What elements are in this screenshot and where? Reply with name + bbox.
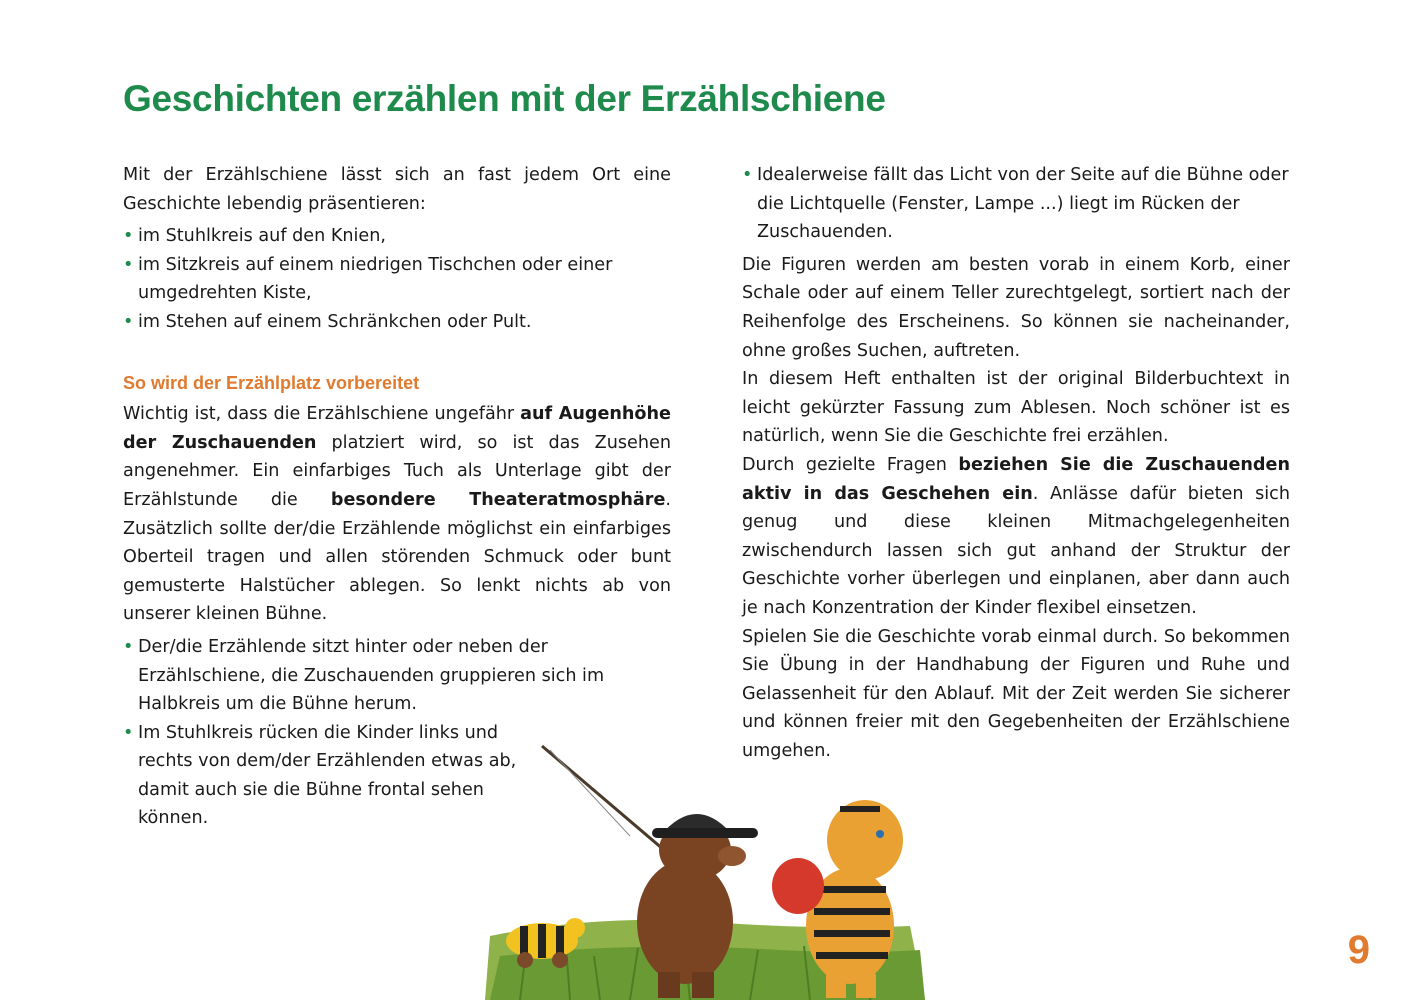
bullet-icon: • <box>123 311 134 332</box>
page-number: 9 <box>1347 928 1370 972</box>
bullet-icon: • <box>123 254 134 275</box>
right-column <box>742 161 1290 765</box>
page-title: Geschichten erzählen mit der Erzählschiene <box>123 78 886 119</box>
bullet-icon: • <box>123 636 134 657</box>
bullet-icon: • <box>123 722 134 743</box>
list-item: • im Sitzkreis auf einem niedrigen Tischchen oder einer umgedrehten Kiste, <box>123 251 671 308</box>
intro-paragraph: Mit der Erzählschiene lässt sich an fast jedem Ort eine Geschichte lebendig präsentieren: <box>123 165 671 214</box>
emphasis: auf Augenhöhe der Zuschauenden <box>123 404 671 453</box>
section-subheading: So wird der Erzählplatz vorbereitet <box>123 372 420 393</box>
bullet-icon: • <box>742 165 753 185</box>
list-item: • im Stehen auf einem Schränkchen oder Pult. <box>123 308 671 337</box>
practice-paragraph: Spielen Sie die Geschichte vorab einmal durch. So bekommen Sie Übung in der Handhabung der Figuren und Ruhe und Gelassenheit für den Ablauf. Mit der Zeit werden Sie sicherer und können freier mit den Gegebenheiten der Erzählschiene umgehen. <box>742 626 1290 761</box>
bullet-icon: • <box>123 226 134 247</box>
preparation-paragraph: Wichtig ist, dass die Erzählschiene ungefähr auf Augenhöhe der Zuschauenden platziert wird, so ist das Zusehen angenehmer. Ein einfarbiges Tuch als Unterlage gibt der Erzählstunde die besondere Theateratmosphäre. Zusätzlich sollte der/die Erzählende möglichst ein einfarbiges Oberteil tragen und allen störenden Schmuck oder bunt gemusterte Halstücher ablegen. So lenkt nichts ab von unserer kleinen Bühne. <box>123 404 671 625</box>
questions-paragraph: Durch gezielte Fragen beziehen Sie die Zuschauenden aktiv in das Geschehen ein. Anlässe dafür bieten sich genug und diese kleinen Mitmachgelegenheiten zwischendurch lassen sich gut anhand der Struktur der Geschichte vorher überlegen und einplanen, aber dann auch je nach Konzentration der Kinder flexibel einsetzen. <box>742 454 1291 618</box>
places-list <box>123 222 671 336</box>
text-paragraph: In diesem Heft enthalten ist der original Bilderbuchtext in leicht gekürzter Fassung zum Ablesen. Noch schöner ist es natürlich, wenn Sie die Geschichte frei erzählen. <box>742 369 1290 447</box>
light-list <box>742 161 1290 247</box>
left-column <box>123 161 671 833</box>
list-item: • Der/die Erzählende sitzt hinter oder neben der Erzählschiene, die Zuschauenden gruppieren sich im Halbkreis um die Bühne herum. <box>123 633 671 719</box>
list-item: • Idealerweise fällt das Licht von der Seite auf die Bühne oder die Lichtquelle (Fenster, Lampe ...) liegt im Rücken der Zuschauenden. <box>742 161 1290 247</box>
bear-and-tiger-illustration <box>480 736 930 1000</box>
emphasis: besondere Theateratmosphäre <box>330 489 666 510</box>
emphasis: beziehen Sie die Zuschauenden aktiv in das Geschehen ein <box>742 454 1290 504</box>
list-item: • Im Stuhlkreis rücken die Kinder links und rechts von dem/der Erzählenden etwas ab, damit auch sie die Bühne frontal sehen können. <box>123 719 528 833</box>
figures-paragraph: Die Figuren werden am besten vorab in einem Korb, einer Schale oder auf einem Teller zurechtgelegt, sortiert nach der Reihenfolge des Erscheinens. So können sie nacheinander, ohne großes Suchen, auftreten. <box>742 254 1290 361</box>
list-item: • im Stuhlkreis auf den Knien, <box>123 222 671 251</box>
